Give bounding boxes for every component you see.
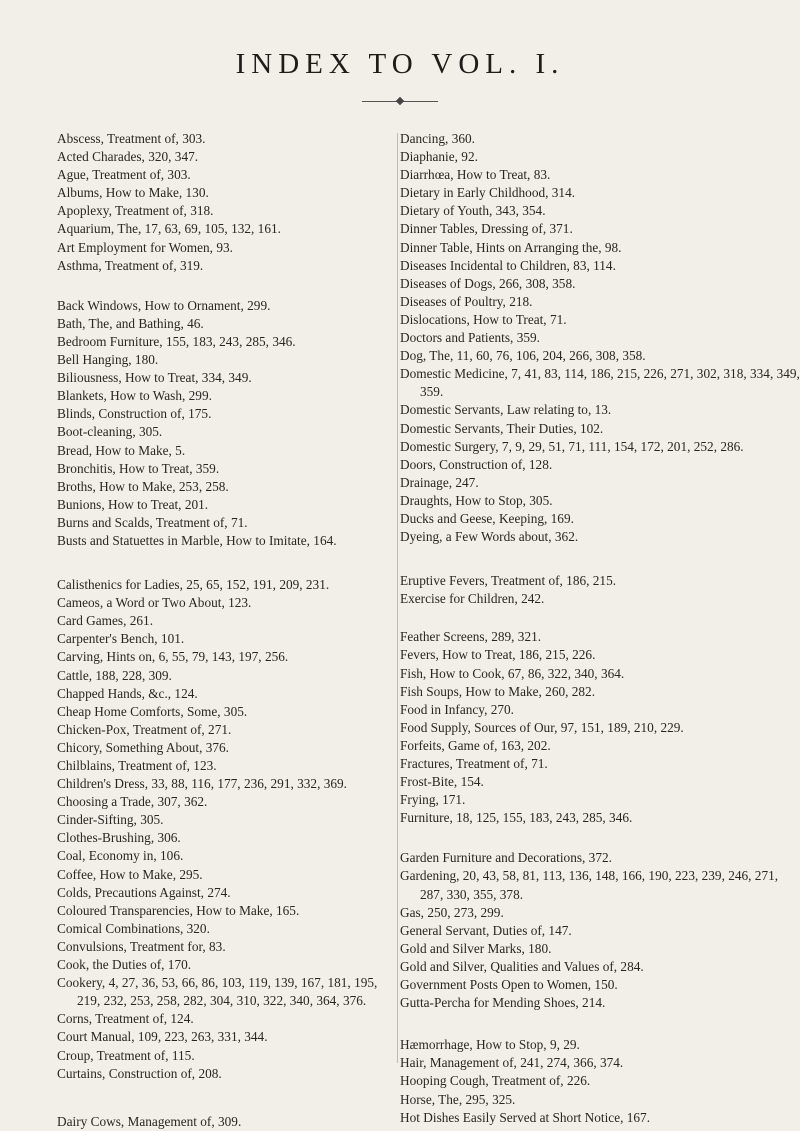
index-entry: Diseases Incidental to Children, 83, 114. (400, 257, 616, 273)
index-entry: Dietary in Early Childhood, 314. (400, 185, 576, 201)
index-entry: Asthma, Treatment of, 319. (57, 257, 204, 273)
index-entry: Apoplexy, Treatment of, 318. (57, 203, 214, 219)
index-entry: Furniture, 18, 125, 155, 183, 243, 285, 346. (400, 810, 633, 826)
index-entry: Croup, Treatment of, 115. (57, 1047, 195, 1063)
index-entry: Domestic Surgery, 7, 9, 29, 51, 71, 111, 154, 172, 201, 252, 286. (400, 438, 744, 454)
index-entry: Frost-Bite, 154. (400, 774, 484, 790)
index-entry: Food Supply, Sources of Our, 97, 151, 189, 210, 229. (400, 719, 684, 735)
index-entry: Back Windows, How to Ornament, 299. (57, 297, 271, 313)
index-entry: Domestic Medicine, 7, 41, 83, 114, 186, 215, 226, 271, 302, 318, 334, 349, 359. (400, 366, 800, 400)
index-entry: Coloured Transparencies, How to Make, 165. (57, 902, 300, 918)
index-entry: Dairy Cows, Management of, 309. (57, 1113, 242, 1129)
index-entry: Clothes-Brushing, 306. (57, 830, 181, 846)
index-entry: Blankets, How to Wash, 299. (57, 388, 212, 404)
index-entry: Eruptive Fevers, Treatment of, 186, 215. (400, 573, 617, 589)
index-entry: Bunions, How to Treat, 201. (57, 496, 209, 512)
index-entry: Colds, Precautions Against, 274. (57, 884, 231, 900)
index-entry: Gold and Silver Marks, 180. (400, 940, 552, 956)
index-entry: Chilblains, Treatment of, 123. (57, 758, 217, 773)
index-entry: Exercise for Children, 242. (400, 591, 545, 607)
index-entry: Forfeits, Game of, 163, 202. (400, 737, 551, 753)
index-entry: Cookery, 4, 27, 36, 53, 66, 86, 103, 119, 139, 167, 181, 195, 219, 232, 253, 258, 282, 304, 310, 322, 340, 364, 376. (57, 975, 378, 1009)
index-entry: Domestic Servants, Law relating to, 13. (400, 402, 612, 418)
index-letter-group (400, 1036, 800, 1126)
index-column-left (57, 130, 402, 1131)
index-entry: Card Games, 261. (57, 613, 154, 629)
index-entry: Hooping Cough, Treatment of, 226. (400, 1073, 591, 1089)
index-entry: Diseases of Poultry, 218. (400, 293, 533, 309)
index-entry: General Servant, Duties of, 147. (400, 922, 572, 938)
index-entry: Gutta-Percha for Mending Shoes, 214. (400, 995, 606, 1011)
index-entry: Cattle, 188, 228, 309. (57, 667, 172, 683)
index-entry: Hot Dishes Easily Served at Short Notice, 167. (400, 1109, 651, 1125)
index-entry: Domestic Servants, Their Duties, 102. (400, 420, 604, 436)
index-entry: Feather Screens, 289, 321. (400, 629, 542, 645)
index-entry: Garden Furniture and Decorations, 372. (400, 850, 612, 866)
index-entry: Cinder-Sifting, 305. (57, 812, 164, 828)
index-entry: Boot-cleaning, 305. (57, 424, 163, 440)
index-letter-group (400, 849, 800, 1012)
index-entry: Dog, The, 11, 60, 76, 106, 204, 266, 308, 358. (400, 348, 646, 364)
index-entry: Corns, Treatment of, 124. (57, 1011, 194, 1027)
index-entry: Government Posts Open to Women, 150. (400, 977, 618, 993)
index-entry: Drainage, 247. (400, 474, 479, 490)
index-entry: Carpenter's Bench, 101. (57, 631, 185, 647)
index-entry: Chapped Hands, &c., 124. (57, 685, 198, 701)
index-entry: Carving, Hints on, 6, 55, 79, 143, 197, 256. (57, 649, 289, 665)
index-letter-group (400, 628, 800, 827)
index-entry: Hæmorrhage, How to Stop, 9, 29. (400, 1037, 580, 1053)
index-letter-group (57, 576, 402, 1083)
index-entry: Gardening, 20, 43, 58, 81, 113, 136, 148, 166, 190, 223, 239, 246, 271, 287, 330, 355, 378. (400, 868, 779, 902)
index-entry: Bread, How to Make, 5. (57, 442, 186, 458)
index-entry: Cameos, a Word or Two About, 123. (57, 595, 252, 611)
index-column-right (400, 130, 800, 1127)
index-entry: Busts and Statuettes in Marble, How to Imitate, 164. (57, 532, 337, 548)
index-entry: Children's Dress, 33, 88, 116, 177, 236, 291, 332, 369. (57, 776, 347, 792)
page-title: INDEX TO VOL. I. (235, 48, 565, 80)
index-entry: Court Manual, 109, 223, 263, 331, 344. (57, 1029, 268, 1045)
index-entry: Dinner Table, Hints on Arranging the, 98. (400, 239, 622, 255)
index-entry: Broths, How to Make, 253, 258. (57, 478, 229, 494)
index-letter-group (57, 130, 402, 275)
index-entry: Fevers, How to Treat, 186, 215, 226. (400, 647, 596, 663)
index-entry: Acted Charades, 320, 347. (57, 149, 199, 165)
index-entry: Fish Soups, How to Make, 260, 282. (400, 683, 596, 699)
index-entry: Food in Infancy, 270. (400, 701, 514, 717)
index-entry: Ague, Treatment of, 303. (57, 167, 191, 183)
index-entry: Doors, Construction of, 128. (400, 456, 553, 472)
index-entry: Diaphanie, 92. (400, 149, 478, 165)
index-letter-group (400, 130, 800, 546)
index-entry: Burns and Scalds, Treatment of, 71. (57, 514, 248, 530)
index-entry: Cook, the Duties of, 170. (57, 957, 192, 973)
index-entry: Diseases of Dogs, 266, 308, 358. (400, 275, 576, 291)
index-entry: Dancing, 360. (400, 131, 475, 146)
index-entry: Diarrhœa, How to Treat, 83. (400, 167, 551, 183)
index-entry: Biliousness, How to Treat, 334, 349. (57, 370, 252, 386)
index-entry: Abscess, Treatment of, 303. (57, 131, 206, 146)
index-entry: Cheap Home Comforts, Some, 305. (57, 703, 248, 719)
index-entry: Fractures, Treatment of, 71. (400, 756, 548, 771)
index-entry: Draughts, How to Stop, 305. (400, 492, 553, 508)
index-entry: Dinner Tables, Dressing of, 371. (400, 221, 573, 237)
index-entry: Curtains, Construction of, 208. (57, 1065, 222, 1081)
index-entry: Hair, Management of, 241, 274, 366, 374. (400, 1055, 624, 1071)
index-entry: Blinds, Construction of, 175. (57, 406, 212, 422)
index-entry: Bronchitis, How to Treat, 359. (57, 460, 220, 476)
index-entry: Choosing a Trade, 307, 362. (57, 794, 208, 810)
title-ornament (362, 101, 438, 102)
index-entry: Bath, The, and Bathing, 46. (57, 315, 204, 331)
index-entry: Ducks and Geese, Keeping, 169. (400, 510, 574, 526)
index-entry: Calisthenics for Ladies, 25, 65, 152, 191, 209, 231. (57, 577, 330, 593)
index-entry: Chicory, Something About, 376. (57, 739, 229, 755)
index-entry: Aquarium, The, 17, 63, 69, 105, 132, 161. (57, 221, 281, 237)
index-entry: Doctors and Patients, 359. (400, 330, 540, 346)
index-entry: Dietary of Youth, 343, 354. (400, 203, 546, 219)
index-entry: Frying, 171. (400, 792, 466, 808)
index-entry: Coal, Economy in, 106. (57, 848, 184, 864)
index-entry: Gas, 250, 273, 299. (400, 904, 504, 920)
index-entry: Albums, How to Make, 130. (57, 185, 209, 201)
index-entry: Gold and Silver, Qualities and Values of, 284. (400, 958, 644, 974)
index-entry: Bell Hanging, 180. (57, 352, 159, 368)
index-entry: Dyeing, a Few Words about, 362. (400, 529, 579, 545)
index-entry: Dislocations, How to Treat, 71. (400, 311, 567, 327)
index-entry: Coffee, How to Make, 295. (57, 866, 203, 882)
index-letter-group (57, 297, 402, 550)
index-entry: Comical Combinations, 320. (57, 920, 210, 936)
index-entry: Bedroom Furniture, 155, 183, 243, 285, 346. (57, 333, 296, 349)
index-entry: Horse, The, 295, 325. (400, 1091, 516, 1107)
index-entry: Art Employment for Women, 93. (57, 239, 233, 255)
index-letter-group (57, 1113, 402, 1131)
index-entry: Fish, How to Cook, 67, 86, 322, 340, 364. (400, 665, 625, 681)
index-letter-group (400, 572, 800, 608)
index-entry: Convulsions, Treatment for, 83. (57, 938, 226, 954)
index-entry: Chicken-Pox, Treatment of, 271. (57, 721, 232, 737)
